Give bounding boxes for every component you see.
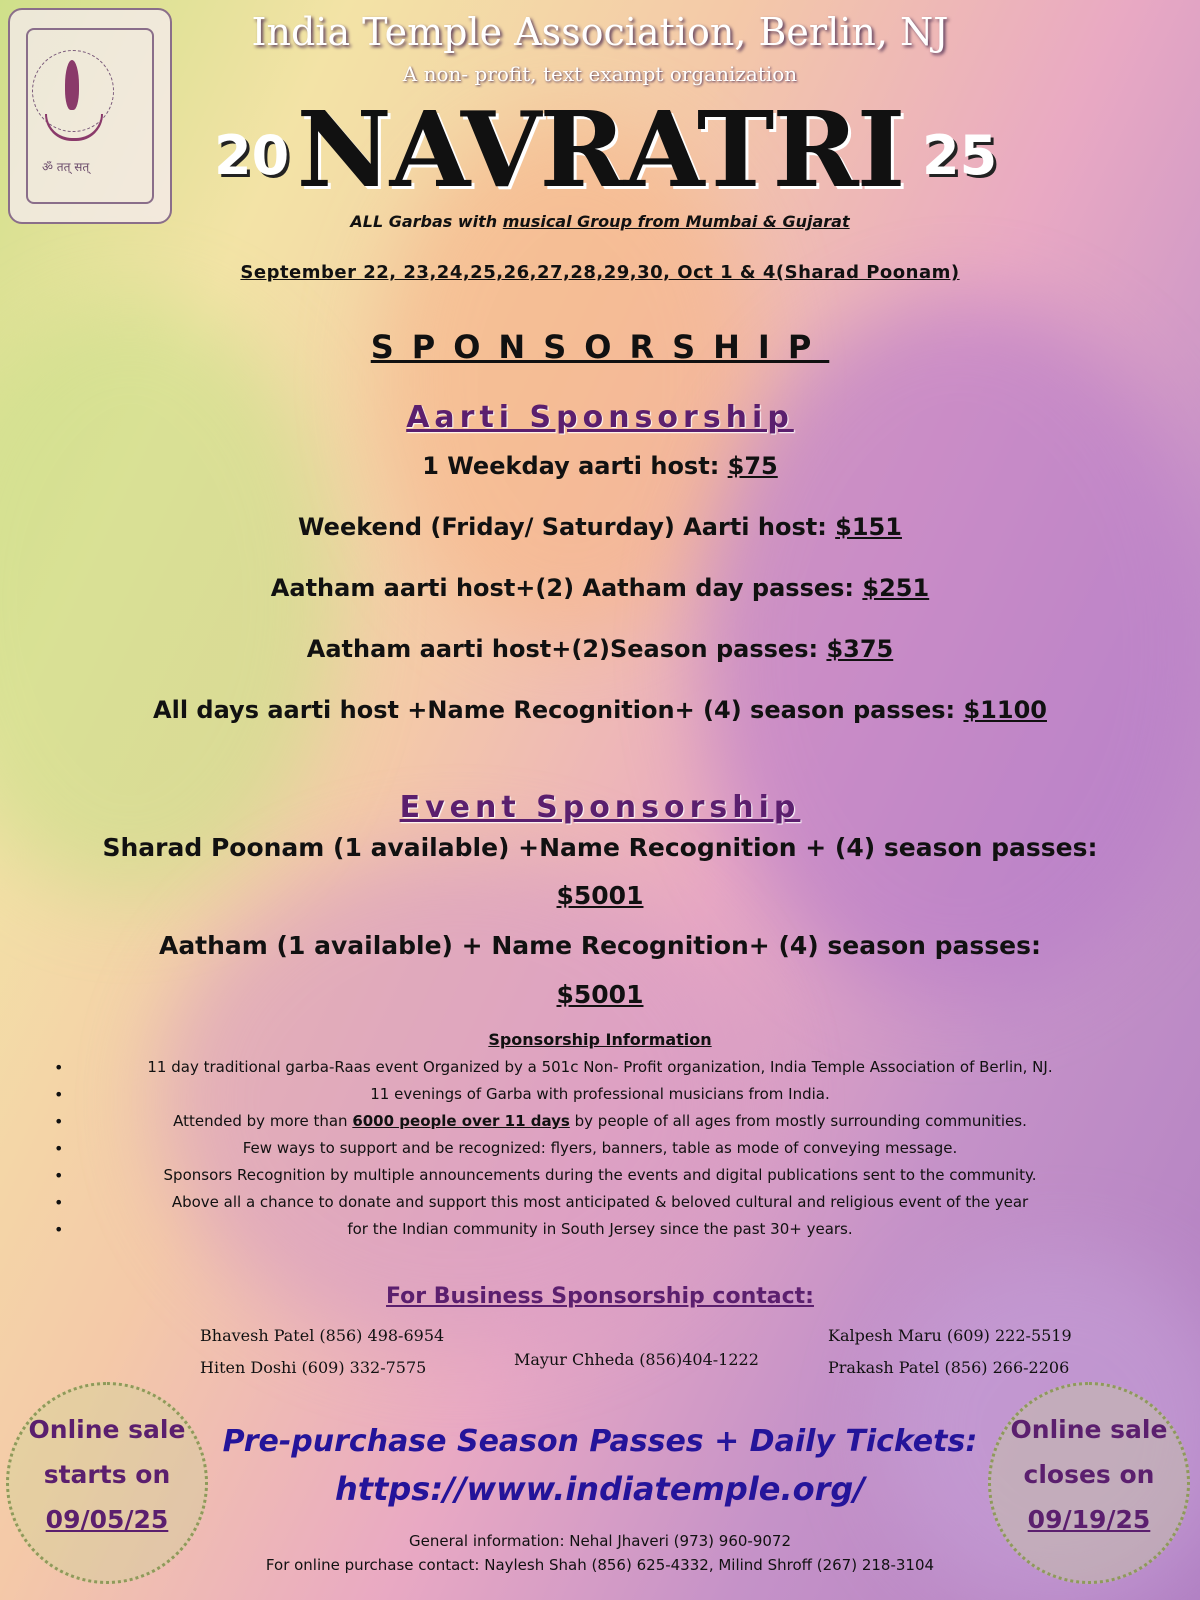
org-subtitle: A non- profit, text exampt organization — [402, 62, 798, 86]
sale-end-l2: closes on — [1023, 1460, 1155, 1489]
contact-person: Mayur Chheda (856)404-1222 — [514, 1350, 759, 1369]
aarti-item — [0, 696, 1200, 724]
event-item-label: Aatham (1 available) + Name Recognition+ (4) season passes: — [158, 931, 1042, 960]
aarti-amount: $151 — [835, 513, 902, 541]
aarti-item — [0, 574, 1200, 602]
info-heading: Sponsorship Information — [488, 1030, 712, 1049]
aarti-amount: $251 — [862, 574, 930, 602]
contact-heading: For Business Sponsorship contact: — [386, 1284, 814, 1309]
info-text: Attended by more than — [173, 1112, 353, 1130]
list-item: • 11 evenings of Garba with professional musicians from India. — [40, 1081, 1160, 1108]
aarti-amount: $75 — [727, 452, 778, 480]
aarti-label: All days aarti host +Name Recognition+ (4) season passes: — [153, 696, 964, 724]
aarti-label: Aatham aarti host+(2) Aatham day passes: — [270, 574, 863, 602]
event-item-label: Sharad Poonam (1 available) +Name Recognition + (4) season passes: — [102, 833, 1098, 862]
aarti-label: 1 Weekday aarti host: — [422, 452, 728, 480]
contact-person: Prakash Patel (856) 266-2206 — [828, 1358, 1070, 1377]
aarti-amount: $375 — [826, 635, 894, 663]
aarti-item — [0, 513, 1200, 541]
garba-line — [0, 212, 1200, 231]
event-heading: Event Sponsorship — [399, 790, 801, 825]
logo-script-text: ॐ तत् सत् — [42, 160, 90, 174]
aarti-amount: $1100 — [963, 696, 1047, 724]
list-item: • for the Indian community in South Jersey since the past 30+ years. — [40, 1216, 1160, 1243]
purchase-link[interactable]: https://www.indiatemple.org/ — [335, 1470, 865, 1508]
info-text: by people of all ages from mostly surrounding communities. — [569, 1112, 1027, 1130]
contact-person: Bhavesh Patel (856) 498-6954 — [200, 1326, 445, 1345]
list-item — [40, 1108, 1160, 1135]
sale-start-l1: Online sale — [28, 1415, 186, 1444]
event-title: NAVRATRI — [296, 88, 904, 211]
aarti-item — [0, 635, 1200, 663]
contact-person: Kalpesh Maru (609) 222-5519 — [828, 1326, 1072, 1345]
aarti-item — [0, 452, 1200, 480]
year-left: 20 — [214, 124, 290, 187]
event-dates: September 22, 23,24,25,26,27,28,29,30, Oct 1 & 4(Sharad Poonam) — [240, 262, 960, 283]
contact-person: Hiten Doshi (609) 332-7575 — [200, 1358, 427, 1377]
sale-start-l2: starts on — [43, 1460, 171, 1489]
garba-musical-group: musical Group from Mumbai & Gujarat — [502, 212, 850, 231]
list-item: • 11 day traditional garba-Raas event Organized by a 501c Non- Profit organization, India Temple Association of Berlin, NJ. — [40, 1054, 1160, 1081]
list-item: • Above all a chance to donate and support this most anticipated & beloved cultural and religious event of the year — [40, 1189, 1160, 1216]
sale-end-date: 09/19/25 — [1027, 1505, 1151, 1534]
list-item: • Sponsors Recognition by multiple announcements during the events and digital publications sent to the community. — [40, 1162, 1160, 1189]
aarti-heading: Aarti Sponsorship — [406, 400, 794, 435]
info-emphasis: 6000 people over 11 days — [352, 1112, 570, 1130]
year-right: 25 — [922, 124, 998, 187]
purchase-line: Pre-purchase Season Passes + Daily Tickets: — [222, 1424, 978, 1459]
org-title: India Temple Association, Berlin, NJ — [251, 10, 949, 54]
event-item-amount: $5001 — [556, 881, 644, 910]
garba-prefix: ALL Garbas with — [350, 212, 503, 231]
sponsorship-heading: SPONSORSHIP — [370, 328, 830, 366]
aarti-label: Weekend (Friday/ Saturday) Aarti host: — [298, 513, 836, 541]
online-purchase-contact: For online purchase contact: Naylesh Shah (856) 625-4332, Milind Shroff (267) 218-3104 — [265, 1556, 935, 1574]
general-info: General information: Nehal Jhaveri (973) 960-9072 — [408, 1532, 791, 1550]
sale-end-l1: Online sale — [1010, 1415, 1168, 1444]
list-item: • Few ways to support and be recognized: flyers, banners, table as mode of conveying message. — [40, 1135, 1160, 1162]
aarti-label: Aatham aarti host+(2)Season passes: — [306, 635, 827, 663]
event-item-amount: $5001 — [556, 980, 644, 1009]
info-list — [40, 1054, 1160, 1243]
sale-start-date: 09/05/25 — [45, 1505, 169, 1534]
